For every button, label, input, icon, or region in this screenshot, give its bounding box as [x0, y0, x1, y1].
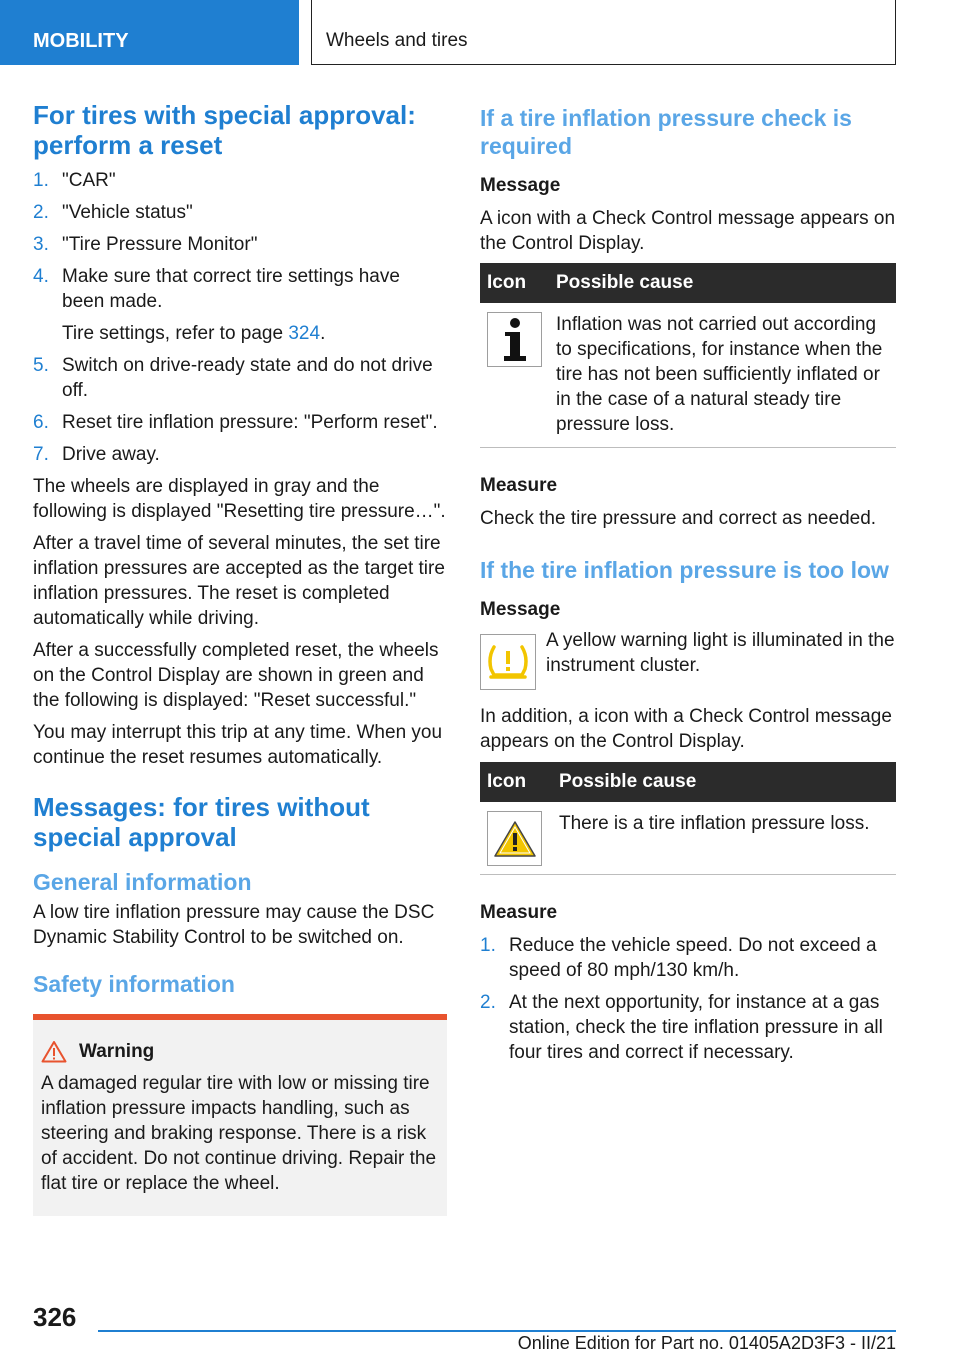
- check-measure: Check the tire pressure and correct as needed.: [480, 508, 877, 529]
- table-header-icon: Icon: [480, 762, 552, 802]
- warning-title: Warning: [79, 1040, 155, 1062]
- paragraph: After a successfully completed reset, the wheels on the Control Display are shown in green and the following is displayed: "Reset successful.": [33, 640, 439, 711]
- edition-text: Online Edition for Part no. 01405A2D3F3 - II/21: [517, 1333, 896, 1353]
- reset-steps: [33, 168, 447, 467]
- list-item: 5. Switch on drive-ready state and do not drive off.: [33, 355, 433, 401]
- footer-divider: [98, 1330, 896, 1332]
- low-icon-table: [480, 762, 896, 875]
- section-title: MOBILITY: [33, 30, 129, 52]
- cause-cell: Inflation was not carried out according to specifications, for instance when the tire has not been sufficiently inflated or in the case of a natural steady tire pressure loss.: [549, 303, 896, 448]
- warning-text: A damaged regular tire with low or missing tire inflation pressure impacts handling, such as steering and braking response. There is a risk of accident. Do not continue driving. Repair the flat tire or replace the wheel.: [41, 1073, 437, 1194]
- page-link[interactable]: 324: [288, 323, 321, 344]
- table-row: [480, 303, 896, 448]
- list-item: 6. Reset tire inflation pressure: "Perform reset".: [33, 412, 438, 433]
- paragraph: After a travel time of several minutes, the set tire inflation pressures are accepted as the target tire inflation pressures. The reset is completed automatically while driving.: [33, 533, 445, 629]
- paragraph: You may interrupt this trip at any time. When you continue the reset resumes automatically.: [33, 722, 443, 768]
- check-message: A icon with a Check Control message appears on the Control Display.: [480, 208, 896, 254]
- right-column: [480, 104, 896, 1072]
- icon-cell: [480, 802, 552, 874]
- list-item: 1. Reduce the vehicle speed. Do not exceed a speed of 80 mph/130 km/h.: [480, 934, 877, 981]
- reset-heading: For tires with special approval: perform a reset: [33, 100, 416, 160]
- left-column: [33, 100, 447, 1216]
- page-reference: Tire settings, refer to page 324.: [62, 323, 326, 344]
- messages-heading: Messages: for tires without special approval: [33, 792, 370, 852]
- warning-box: [33, 1014, 447, 1216]
- chapter-title: Wheels and tires: [326, 30, 468, 51]
- message-label: Message: [480, 175, 561, 196]
- warning-light-row: [480, 626, 896, 690]
- safety-info-heading: Safety information: [33, 971, 235, 997]
- list-item: 4. Make sure that correct tire settings have been made. Tire settings, refer to page 324.: [33, 264, 447, 346]
- tire-pressure-warning-light-icon: [480, 634, 536, 690]
- measure-label: Measure: [480, 901, 558, 923]
- list-item: 1. "CAR": [33, 170, 116, 191]
- low-pressure-steps: [480, 933, 896, 1065]
- table-row: [480, 802, 896, 874]
- list-item: 2. At the next opportunity, for instance at a gas station, check the tire inflation pressure in all four tires and correct if necessary.: [480, 991, 883, 1063]
- page-number: 326: [33, 1302, 77, 1332]
- warning-light-text: A yellow warning light is illuminated in the instrument cluster.: [546, 630, 895, 676]
- table-header-row: [480, 762, 896, 802]
- message-label: Message: [480, 599, 561, 620]
- warning-header: [41, 1040, 439, 1063]
- measure-label: Measure: [480, 475, 558, 496]
- icon-cell: [480, 303, 549, 448]
- paragraph: The wheels are displayed in gray and the following is displayed "Resetting tire pressure…".: [33, 476, 446, 522]
- general-info-heading: General information: [33, 869, 252, 895]
- chapter-tab: [311, 0, 896, 65]
- info-icon: [487, 312, 542, 367]
- table-header-row: [480, 263, 896, 303]
- table-header-cause: Possible cause: [552, 762, 896, 802]
- table-header-icon: Icon: [480, 263, 549, 303]
- section-tab: [0, 0, 299, 65]
- list-item: 3. "Tire Pressure Monitor": [33, 234, 258, 255]
- caution-triangle-icon: [487, 811, 542, 866]
- list-item: 7. Drive away.: [33, 444, 160, 465]
- general-info-text: A low tire inflation pressure may cause the DSC Dynamic Stability Control to be switched on.: [33, 902, 435, 948]
- warning-icon: [41, 1040, 67, 1063]
- check-icon-table: [480, 263, 896, 448]
- cause-cell: There is a tire inflation pressure loss.: [552, 802, 896, 874]
- table-header-cause: Possible cause: [549, 263, 896, 303]
- low-addition-text: In addition, a icon with a Check Control message appears on the Control Display.: [480, 706, 892, 752]
- list-item: 2. "Vehicle status": [33, 202, 193, 223]
- check-heading: If a tire inflation pressure check is required: [480, 105, 852, 159]
- low-pressure-heading: If the tire inflation pressure is too low: [480, 557, 889, 583]
